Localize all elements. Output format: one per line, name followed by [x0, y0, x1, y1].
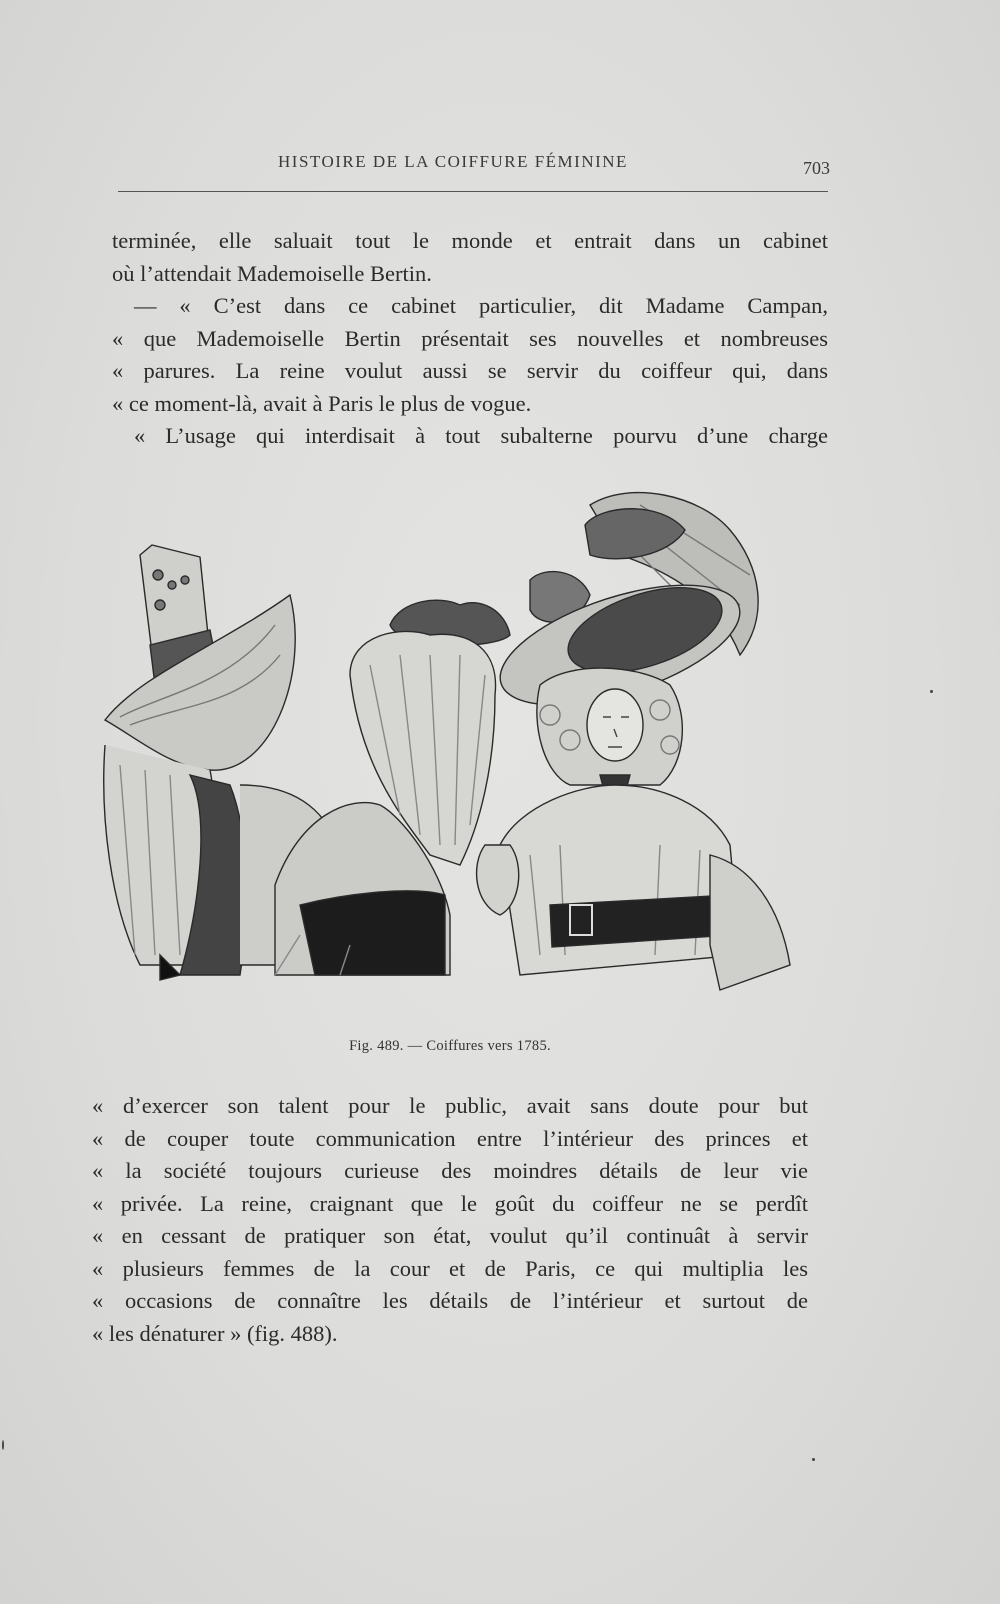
figure-caption: Fig. 489. — Coiffures vers 1785.	[349, 1038, 551, 1054]
text-line: « parures. La reine voulut aussi se servir du coiffeur qui, dans	[112, 358, 828, 383]
text-line: « en cessant de pratiquer son état, voulut qu’il continuât à servir	[92, 1223, 808, 1248]
text-line: où l’attendait Mademoiselle Bertin.	[112, 260, 432, 286]
page-number: 703	[803, 158, 830, 178]
print-speck	[930, 690, 933, 693]
text-line: « de couper toute communication entre l’intérieur des princes et	[92, 1125, 808, 1151]
text-line: « privée. La reine, craignant que le goût du coiffeur ne se perdît	[92, 1190, 808, 1216]
text-line: « ce moment-là, avait à Paris le plus de vogue.	[112, 390, 532, 416]
running-head	[110, 150, 830, 190]
figure-middle-woman	[275, 600, 510, 975]
text-line: « la société toujours curieuse des moindres détails de leur vie	[92, 1158, 808, 1183]
text-line: terminée, elle saluait tout le monde et entrait dans un cabinet	[112, 228, 828, 253]
print-speck	[2, 1440, 4, 1450]
text-line: « plusieurs femmes de la cour et de Paris, ce qui multiplia les	[92, 1255, 808, 1281]
text-line: « d’exercer son talent pour le public, avait sans doute pour but	[92, 1093, 808, 1118]
text-line: « les dénaturer » (fig. 488).	[92, 1320, 338, 1346]
header-rule	[118, 191, 828, 192]
body-text-bottom	[92, 1090, 808, 1350]
print-speck	[812, 1458, 815, 1461]
text-line: « que Mademoiselle Bertin présentait ses nouvelles et nombreuses	[112, 325, 828, 351]
text-line: — « C’est dans ce cabinet particulier, dit Madame Campan,	[134, 293, 828, 318]
running-title: HISTOIRE DE LA COIFFURE FÉMININE	[278, 152, 628, 171]
engraving-illustration	[100, 485, 800, 1025]
text-line: « occasions de connaître les détails de l’intérieur et surtout de	[92, 1288, 808, 1313]
text-line: « L’usage qui interdisait à tout subalterne pourvu d’une charge	[134, 423, 828, 448]
coiffures-engraving	[100, 485, 800, 1025]
body-text-top	[112, 225, 828, 453]
figure-right-woman	[477, 493, 790, 990]
